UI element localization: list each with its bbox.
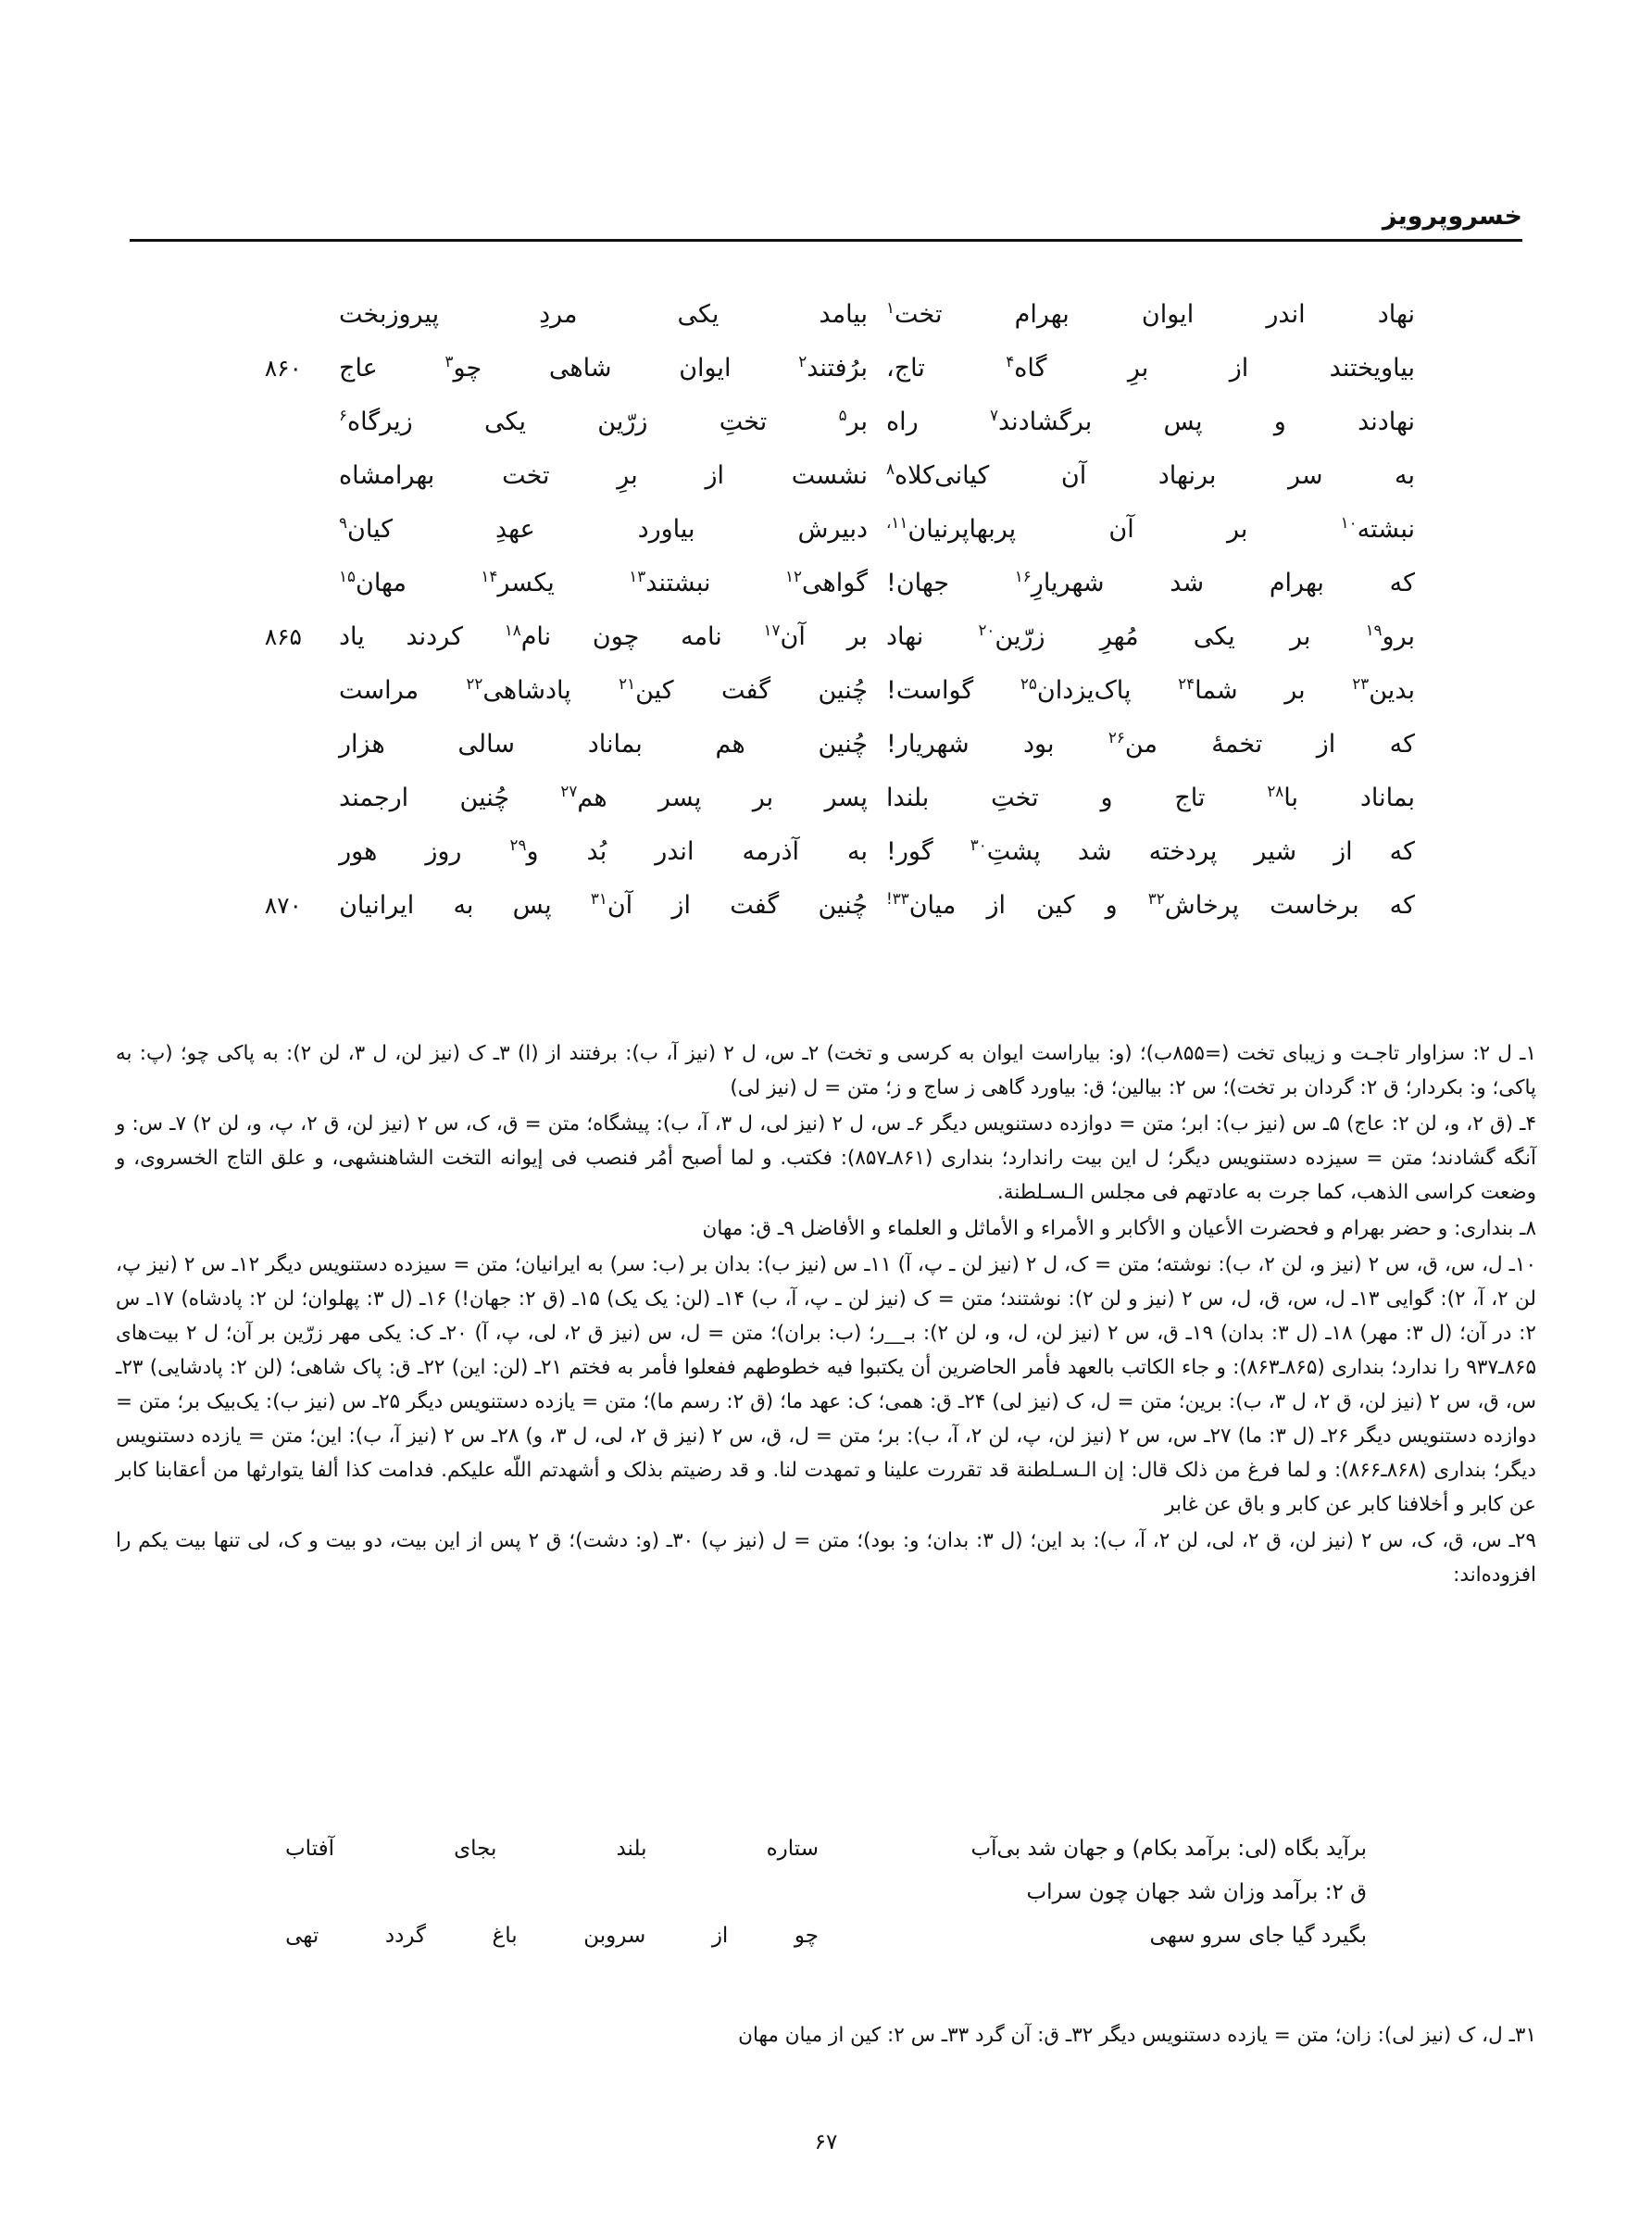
verse-word: کیان$^۹$ (339, 513, 394, 544)
added-couplet-right (278, 1832, 826, 1866)
verse-hemistich-first (302, 672, 877, 709)
verse-word: ستاره (766, 1837, 819, 1861)
variant-marker: ۳۰ (970, 835, 987, 854)
variant-marker: ۳ (444, 352, 454, 370)
variant-marker: ۲۷ (560, 782, 578, 800)
variant-marker: ۲۶ (1108, 728, 1125, 747)
verse-word: آن (1060, 461, 1087, 490)
verse-word: یکسر$^{۱۴}$ (481, 567, 555, 597)
verse-word: بر (752, 784, 774, 812)
verse-hemistich-first (302, 887, 877, 923)
verse-word: گور! (886, 837, 933, 866)
apparatus-tail: ۳۱ـ ل، ک (نیز لی): زان؛ متن = یازده دستنویس دیگر ۳۲ـ ق: آن گرد ۳۳ـ س ۲: کین از میان مهان (738, 2024, 1536, 2047)
verse-word: چو$^۳$ (444, 352, 482, 383)
verse-word: پادشاهی$^{۲۲}$ (466, 674, 571, 705)
verse-word: آن (1108, 515, 1134, 544)
variant-marker: ۳۳! (886, 889, 909, 908)
verse-hemistich-second (877, 350, 1420, 386)
verse-word: اندر (655, 837, 695, 866)
verse-line (232, 834, 1420, 872)
variant-marker: ۸ (886, 459, 895, 478)
verse-hemistich-second (877, 726, 1420, 762)
verse-word: بهرام (1014, 300, 1070, 329)
verse-word: ایرانیان (339, 891, 415, 920)
verse-word: بیاورد (637, 515, 695, 544)
variant-marker: ۲۵ (1020, 674, 1037, 693)
verse-word: شد (1077, 837, 1112, 866)
verse-word: بلندا (886, 784, 930, 812)
verse-word: هم$^{۲۷}$ (560, 782, 607, 812)
apparatus-entry: ۴ـ (ق ۲، و، لن ۲: عاج) ۵ـ س (نیز ب): ابر؛ متن = دوازده دستنویس دیگر ۶ـ س، ل ۲ (نیز لی، ل ۳، آ، ب): پیشگاه؛ متن = ق، ک، س ۲ (نیز لن، ق ۲، پ، و، لن ۲) ۷ـ س: و آنگه گشادند؛ متن = سیزده دستنویس دیگر؛ ل این بیت راندارد؛ بنداری (۸۶۱ـ۸۵۷): فکتب. و لما أصبح أمُر فنصب فی إیوانه التخت الشاهنشهی، و علق التاج الخسروی، و وضعت کراسی الذهب، کما جرت به عادتهم فی مجلس الـسـلطنة. (116, 1111, 1537, 1204)
verse-word: بود (1023, 730, 1055, 759)
verse-word: دبیرش (797, 515, 868, 544)
apparatus-entry: ۱ـ ل ۲: سزاوار تاجـت و زیبای تخت (=۸۵۵ب)؛ (و: بیاراست ایوان به کرسی و تخت) ۲ـ س، ل ۲ (نیز آ، ب): برفتند از (ا) ۳ـ ک (نیز لن، ل ۳، لن ۲): به پاکی چو؛ (پ: به پاکی؛ و: بکردار؛ ق ۲: گردان بر تخت)؛ س ۲: بیالین؛ ق: بیاورد گاهی ز ساج و ز؛ متن = ل (نیز لی) (116, 1042, 1537, 1099)
verse-word: شهریارِ$^{۱۶}$ (1014, 567, 1105, 597)
verse-word: که (1389, 837, 1415, 866)
verse-word: ایوان (679, 354, 732, 383)
verse-word: نهادند (1358, 408, 1415, 436)
apparatus-entry: ۱۰ـ ل، س، ق، س ۲ (نیز و، لن ۲، ب): نوشته؛ متن = ک، ل ۲ (نیز لن ـ پ، آ) ۱۱ـ س (نیز ب): بدان بر (ب: سر) به ایرانیان؛ متن = سیزده دستنویس دیگر ۱۲ـ س ۲ (نیز پ، لن ۲، آ، ۲): گوایی ۱۳ـ ل، س، ق، ل، س ۲ (نیز و لن ۲): نوشتند؛ متن = ک (نیز لن ـ پ، آ، ب) ۱۴ـ (لن: یک یک) ۱۵ـ (ق ۲: جهان!) ۱۶ـ (ل ۳: پهلوان؛ لن ۲: پادشاه) ۱۷ـ س ۲: در آن؛ (ل ۳: مهر) ۱۸ـ (ل ۳: بدان) ۱۹ـ ق، س ۲ (نیز لن، ل، و، لن ۲): بـ__ر؛ (ب: بران)؛ متن = ل، س (نیز ق ۲، لی، پ، آ) ۲۰ـ ک: یکی مهر زرّین بر آن؛ ل ۲ بیت‌های ۸۶۵ـ۹۳۷ را ندارد؛ بنداری (۸۶۵ـ۸۶۳): و جاء الکاتب بالعهد فأمر الحاضرین أن یکتبوا فیه خطوطهم ففعلوا فأمر به فختم ۲۱ـ (لن: این) ۲۲ـ ق: پاک شاهی؛ (لن ۲: پادشایی) ۲۳ـ س، ق، س ۲ (نیز لن، ق ۲، ل ۳، ب): برین؛ متن = ل، ک (نیز لی) ۲۴ـ ق: همی؛ ک: عهد ما؛ (ق ۲: رسم ما)؛ متن = یازده دستنویس دیگر ۲۵ـ س (نیز ب): یک‌بیک بر؛ متن = دوازده دستنویس دیگر ۲۶ـ (ل ۳: ما) ۲۷ـ س، س ۲ (نیز لن، پ، لن ۲، آ، ب): بر؛ متن = ل، ق، س ۲ (نیز ق ۲، لی، ل ۳، و) ۲۸ـ س ۲ (نیز آ، ب): این؛ متن = یازده دستنویس دیگر؛ بنداری (۸۶۸ـ۸۶۶): و لما فرغ من ذلک قال: إن الـسـلطنة قد تقررت علینا و تمهدت لنا. و قد رضیتم بذلک و أشهدتم اللّه علیکم. فدامت کذا ألفا یتوارثها من أعقابنا کابر عن کابر و أخلافنا کابر عن کابر و باق عن غابر (116, 1252, 1536, 1516)
verse-word: و (1105, 891, 1118, 920)
folio-number: ۶۷ (814, 2130, 838, 2154)
verse-word: برو$^{۱۹}$ (1365, 621, 1415, 651)
variant-marker: ۹ (339, 513, 348, 532)
verse-word: چُنین (818, 676, 868, 705)
verse-word: کیانی‌کلاه$^۸$ (886, 459, 990, 490)
running-title: خسروپرویز (1382, 202, 1522, 231)
verse-word: زرّین (597, 408, 648, 436)
verse-word: پشتِ$^{۳۰}$ (970, 835, 1041, 866)
variant-marker: ۲۳ (1352, 674, 1370, 693)
verse-hemistich-second (877, 458, 1420, 494)
verse-word: میان$^{۳۳!}$ (886, 889, 957, 920)
verse-hemistich-first (302, 619, 877, 655)
verse-word: شاهی (548, 354, 612, 383)
verse-word: پربهاپرنیان$^{۱۱،}$ (886, 513, 1017, 544)
verse-word: گاه$^۴$ (1006, 352, 1047, 383)
verse-word: برخاست (1270, 891, 1359, 920)
verse-word: بجای (454, 1837, 497, 1861)
verse-word: پیروزبخت (339, 300, 440, 329)
verse-word: زیرگاه$^۶$ (339, 406, 413, 436)
verse-word: روز (425, 837, 462, 866)
verse-hemistich-first (302, 565, 877, 601)
verse-word: از (986, 891, 1006, 920)
variant-marker: ۱۸ (504, 621, 521, 639)
verse-word: مراست (339, 676, 419, 705)
verse-hemistich-second (877, 511, 1420, 547)
verse-hemistich-first (302, 511, 877, 547)
verse-word: یکی (1193, 622, 1235, 651)
variant-marker: ۱۵ (339, 567, 356, 585)
verse-word: چون (592, 622, 640, 651)
verse-word: عاج (339, 354, 378, 383)
variant-marker: ۱۶ (1014, 567, 1032, 585)
verse-word: بیامد (819, 300, 868, 329)
apparatus-criticus (116, 1037, 1536, 1595)
verse-word: از (1229, 354, 1249, 383)
verse-word: با$^{۲۸}$ (1267, 782, 1299, 812)
verse-word: چو (794, 1923, 819, 1948)
verse-number: ۸۷۰ (264, 892, 302, 919)
added-couplet (278, 1832, 1374, 1866)
verse-word: یاد (339, 622, 365, 651)
variant-marker: ۱۳ (629, 567, 646, 585)
verse-word: یکی (484, 408, 526, 436)
verse-word: مهان$^{۱۵}$ (339, 567, 407, 597)
verse-word: از (1316, 730, 1336, 759)
verse-word: از (671, 891, 691, 920)
verse-hemistich-second (877, 672, 1420, 709)
verse-word: بماناد (1359, 784, 1415, 812)
variant-marker: ۶ (339, 406, 348, 424)
verse-word: به (453, 891, 474, 920)
verse-word: کین$^{۲۱}$ (619, 674, 674, 705)
verse-word: باغ (492, 1923, 518, 1948)
verse-word: که (1389, 569, 1415, 597)
verse-word: آفتاب (285, 1837, 335, 1861)
verse-word: هم (715, 730, 745, 759)
verse-word: برُفتند$^۲$ (798, 352, 868, 383)
verse-word: نبشته$^{۱۰}$ (1340, 513, 1415, 544)
verse-hemistich-second (877, 296, 1420, 333)
verse-word: پسر (824, 784, 868, 812)
variant-marker: ۱۲ (784, 567, 802, 585)
variant-marker: ۷ (989, 406, 998, 424)
verse-word: من$^{۲۶}$ (1108, 728, 1158, 759)
verse-word: برِ (1127, 354, 1149, 383)
added-couplet-left: برآید بگاه (لی: برآمد بکام) و جهان شد بی‌آب (970, 1837, 1367, 1861)
verse-word: بیاویختند (1329, 354, 1415, 383)
apparatus-entry: ۲۹ـ س، ق، ک، س ۲ (نیز لن، ق ۲، لی، لن ۲، آ، ب): بد این؛ (ل ۳: بدان؛ و: بود)؛ متن = ل (نیز پ) ۳۰ـ (و: دشت)؛ ق ۲ پس از این بیت، دو بیت و ک، لی تنها بیت یکم را افزوده‌اند: (116, 1528, 1536, 1587)
variant-marker: ۱۴ (481, 567, 498, 585)
verse-word: پس (512, 891, 552, 920)
variant-marker: ۳۱ (590, 889, 607, 908)
verse-word: کین (1036, 891, 1075, 920)
variant-marker: ۲۰ (978, 621, 995, 639)
variant-marker: ۲۱ (619, 674, 636, 693)
verse-hemistich-second (877, 834, 1420, 870)
verse-word: ایوان (1141, 300, 1195, 329)
verse-line (232, 296, 1420, 335)
verse-word: ارجمند (339, 784, 409, 812)
verse-word: تخمهٔ (1211, 730, 1263, 759)
verse-word: اندر (1266, 300, 1306, 329)
verse-word: چُنین (818, 730, 868, 759)
verse-word: آن$^{۱۷}$ (763, 621, 806, 651)
verse-word: برگشادند$^۷$ (989, 406, 1093, 436)
added-couplet-left: بگیرد گیا جای سرو سهی (1149, 1923, 1367, 1948)
variant-marker: ۲۹ (509, 835, 527, 854)
verse-line (232, 780, 1420, 819)
verse-word: آذرمه (742, 837, 799, 866)
apparatus-entry: ۸ـ بنداری: و حضر بهرام و فحضرت الأعیان و الأکابر و الأمراء و الأماثل و العلماء و الأفاضل ۹ـ ق: مهان (702, 1216, 1536, 1240)
verse-word: نهاد (1377, 300, 1415, 329)
verse-hemistich-second (877, 404, 1420, 440)
verse-word: تختِ (991, 784, 1039, 812)
verse-word: جهان! (886, 569, 950, 597)
verse-word: گردد (384, 1923, 426, 1948)
verse-number: ۸۶۵ (264, 623, 302, 650)
verse-word: نشست (791, 461, 868, 490)
verse-word: و (1273, 408, 1286, 436)
variant-marker: ۳۲ (1147, 889, 1165, 908)
added-couplets (278, 1832, 1374, 1962)
verse-word: پس (1163, 408, 1203, 436)
verse-number: ۸۶۰ (264, 355, 302, 382)
verse-word: چُنین (459, 784, 510, 812)
variant-marker: ۵ (838, 406, 847, 424)
verse-hemistich-first (302, 296, 877, 333)
verse-word: از (711, 1923, 729, 1948)
verse-word: نامه (681, 622, 722, 651)
verse-hemistich-first (302, 780, 877, 816)
verse-word: بهرام (1269, 569, 1324, 597)
verse-word: و (1100, 784, 1113, 812)
verse-word: از (1333, 837, 1353, 866)
verse-word: بدین$^{۲۳}$ (1352, 674, 1415, 705)
verse-line (232, 511, 1420, 550)
verse-word: که (1389, 891, 1415, 920)
verse-word: پاک‌یزدان$^{۲۵}$ (1020, 674, 1132, 705)
verse-word: نام$^{۱۸}$ (504, 621, 552, 651)
variant-marker: ۱ (886, 298, 895, 317)
variant-marker: ۲۴ (1178, 674, 1195, 693)
verse-word: به (847, 837, 868, 866)
verse-word: عهدِ (494, 515, 535, 544)
verse-word: گفت (721, 676, 771, 705)
added-couplet (278, 1876, 1374, 1910)
verse-word: نهاد (886, 622, 924, 651)
verse-word: کردند (406, 622, 463, 651)
page-header (130, 202, 1522, 242)
variant-marker: ۲۸ (1267, 782, 1284, 800)
verse-word: سر (1287, 461, 1323, 490)
verse-word: زرّین$^{۲۰}$ (978, 621, 1045, 651)
verse-word: سروبن (583, 1923, 646, 1948)
verse-word: نبشتند$^{۱۳}$ (629, 567, 711, 597)
verse-word: بُد (586, 837, 607, 866)
verse-block (232, 296, 1420, 941)
verse-word: برِ (617, 461, 638, 490)
variant-marker: ۲ (798, 352, 807, 370)
verse-line (232, 565, 1420, 604)
variant-marker: ۲۲ (466, 674, 483, 693)
verse-word: چُنین (818, 891, 868, 920)
variant-marker: ۱۹ (1365, 621, 1383, 639)
verse-word: تاج، (886, 354, 925, 383)
verse-word: پرخاش$^{۳۲}$ (1147, 889, 1240, 920)
verse-word: تخت (502, 461, 550, 490)
verse-hemistich-first (302, 458, 877, 494)
verse-word: برنهاد (1158, 461, 1217, 490)
verse-word: پسر (657, 784, 702, 812)
variant-marker: ۱۰ (1340, 513, 1358, 532)
verse-hemistich-second (877, 565, 1420, 601)
variant-marker: ۱۷ (763, 621, 781, 639)
verse-word: بر (1284, 676, 1306, 705)
verse-word: آن$^{۳۱}$ (590, 889, 633, 920)
variant-marker: ۱۱، (886, 513, 908, 532)
verse-word: شهریار! (886, 730, 970, 759)
verse-hemistich-second (877, 887, 1420, 923)
verse-word: بهرامشاه (339, 461, 435, 490)
verse-line (232, 672, 1420, 711)
verse-word: مردِ (539, 300, 578, 329)
verse-word: گواهی$^{۱۲}$ (784, 567, 868, 597)
verse-word: بر (1226, 515, 1248, 544)
verse-word: که (1389, 730, 1415, 759)
verse-word: پردخته (1148, 837, 1218, 866)
verse-line (232, 619, 1420, 658)
verse-line (232, 458, 1420, 496)
verse-hemistich-first (302, 350, 877, 386)
header-divider (130, 239, 1522, 242)
verse-word: از (705, 461, 725, 490)
verse-word: راه (886, 408, 919, 436)
added-couplet (278, 1919, 1374, 1953)
verse-hemistich-first (302, 834, 877, 870)
variant-marker: ۴ (1006, 352, 1015, 370)
verse-word: و$^{۲۹}$ (509, 835, 539, 866)
verse-hemistich-second (877, 780, 1420, 816)
verse-word: تهی (285, 1923, 319, 1948)
added-couplet-left: ق ۲: برآمد وزان شد جهان چون سراب (1026, 1879, 1367, 1904)
verse-hemistich-first (302, 404, 877, 440)
verse-line (232, 350, 1420, 389)
verse-word: بر (846, 622, 868, 651)
verse-word: تاج (1174, 784, 1206, 812)
verse-word: سالی (457, 730, 515, 759)
verse-word: مُهرِ (1099, 622, 1139, 651)
verse-word: هزار (339, 730, 385, 759)
added-couplet-right (278, 1876, 826, 1910)
verse-word: تختِ (719, 408, 768, 436)
verse-word: شما$^{۲۴}$ (1178, 674, 1238, 705)
verse-line (232, 404, 1420, 443)
verse-word: گواست! (886, 676, 974, 705)
verse-word: گفت (730, 891, 780, 920)
verse-word: بر$^۵$ (838, 406, 868, 436)
verse-word: بماناد (587, 730, 643, 759)
verse-line (232, 726, 1420, 765)
verse-word: بر (1289, 622, 1311, 651)
verse-word: هور (339, 837, 378, 866)
verse-word: یکی (677, 300, 720, 329)
verse-line (232, 887, 1420, 926)
verse-word: تخت$^۱$ (886, 298, 943, 329)
verse-hemistich-first (302, 726, 877, 762)
added-couplet-right (278, 1919, 826, 1953)
verse-hemistich-second (877, 619, 1420, 655)
verse-word: شیر (1254, 837, 1297, 866)
verse-word: به (1395, 461, 1415, 490)
verse-word: بلند (616, 1837, 647, 1861)
verse-word: شد (1170, 569, 1205, 597)
